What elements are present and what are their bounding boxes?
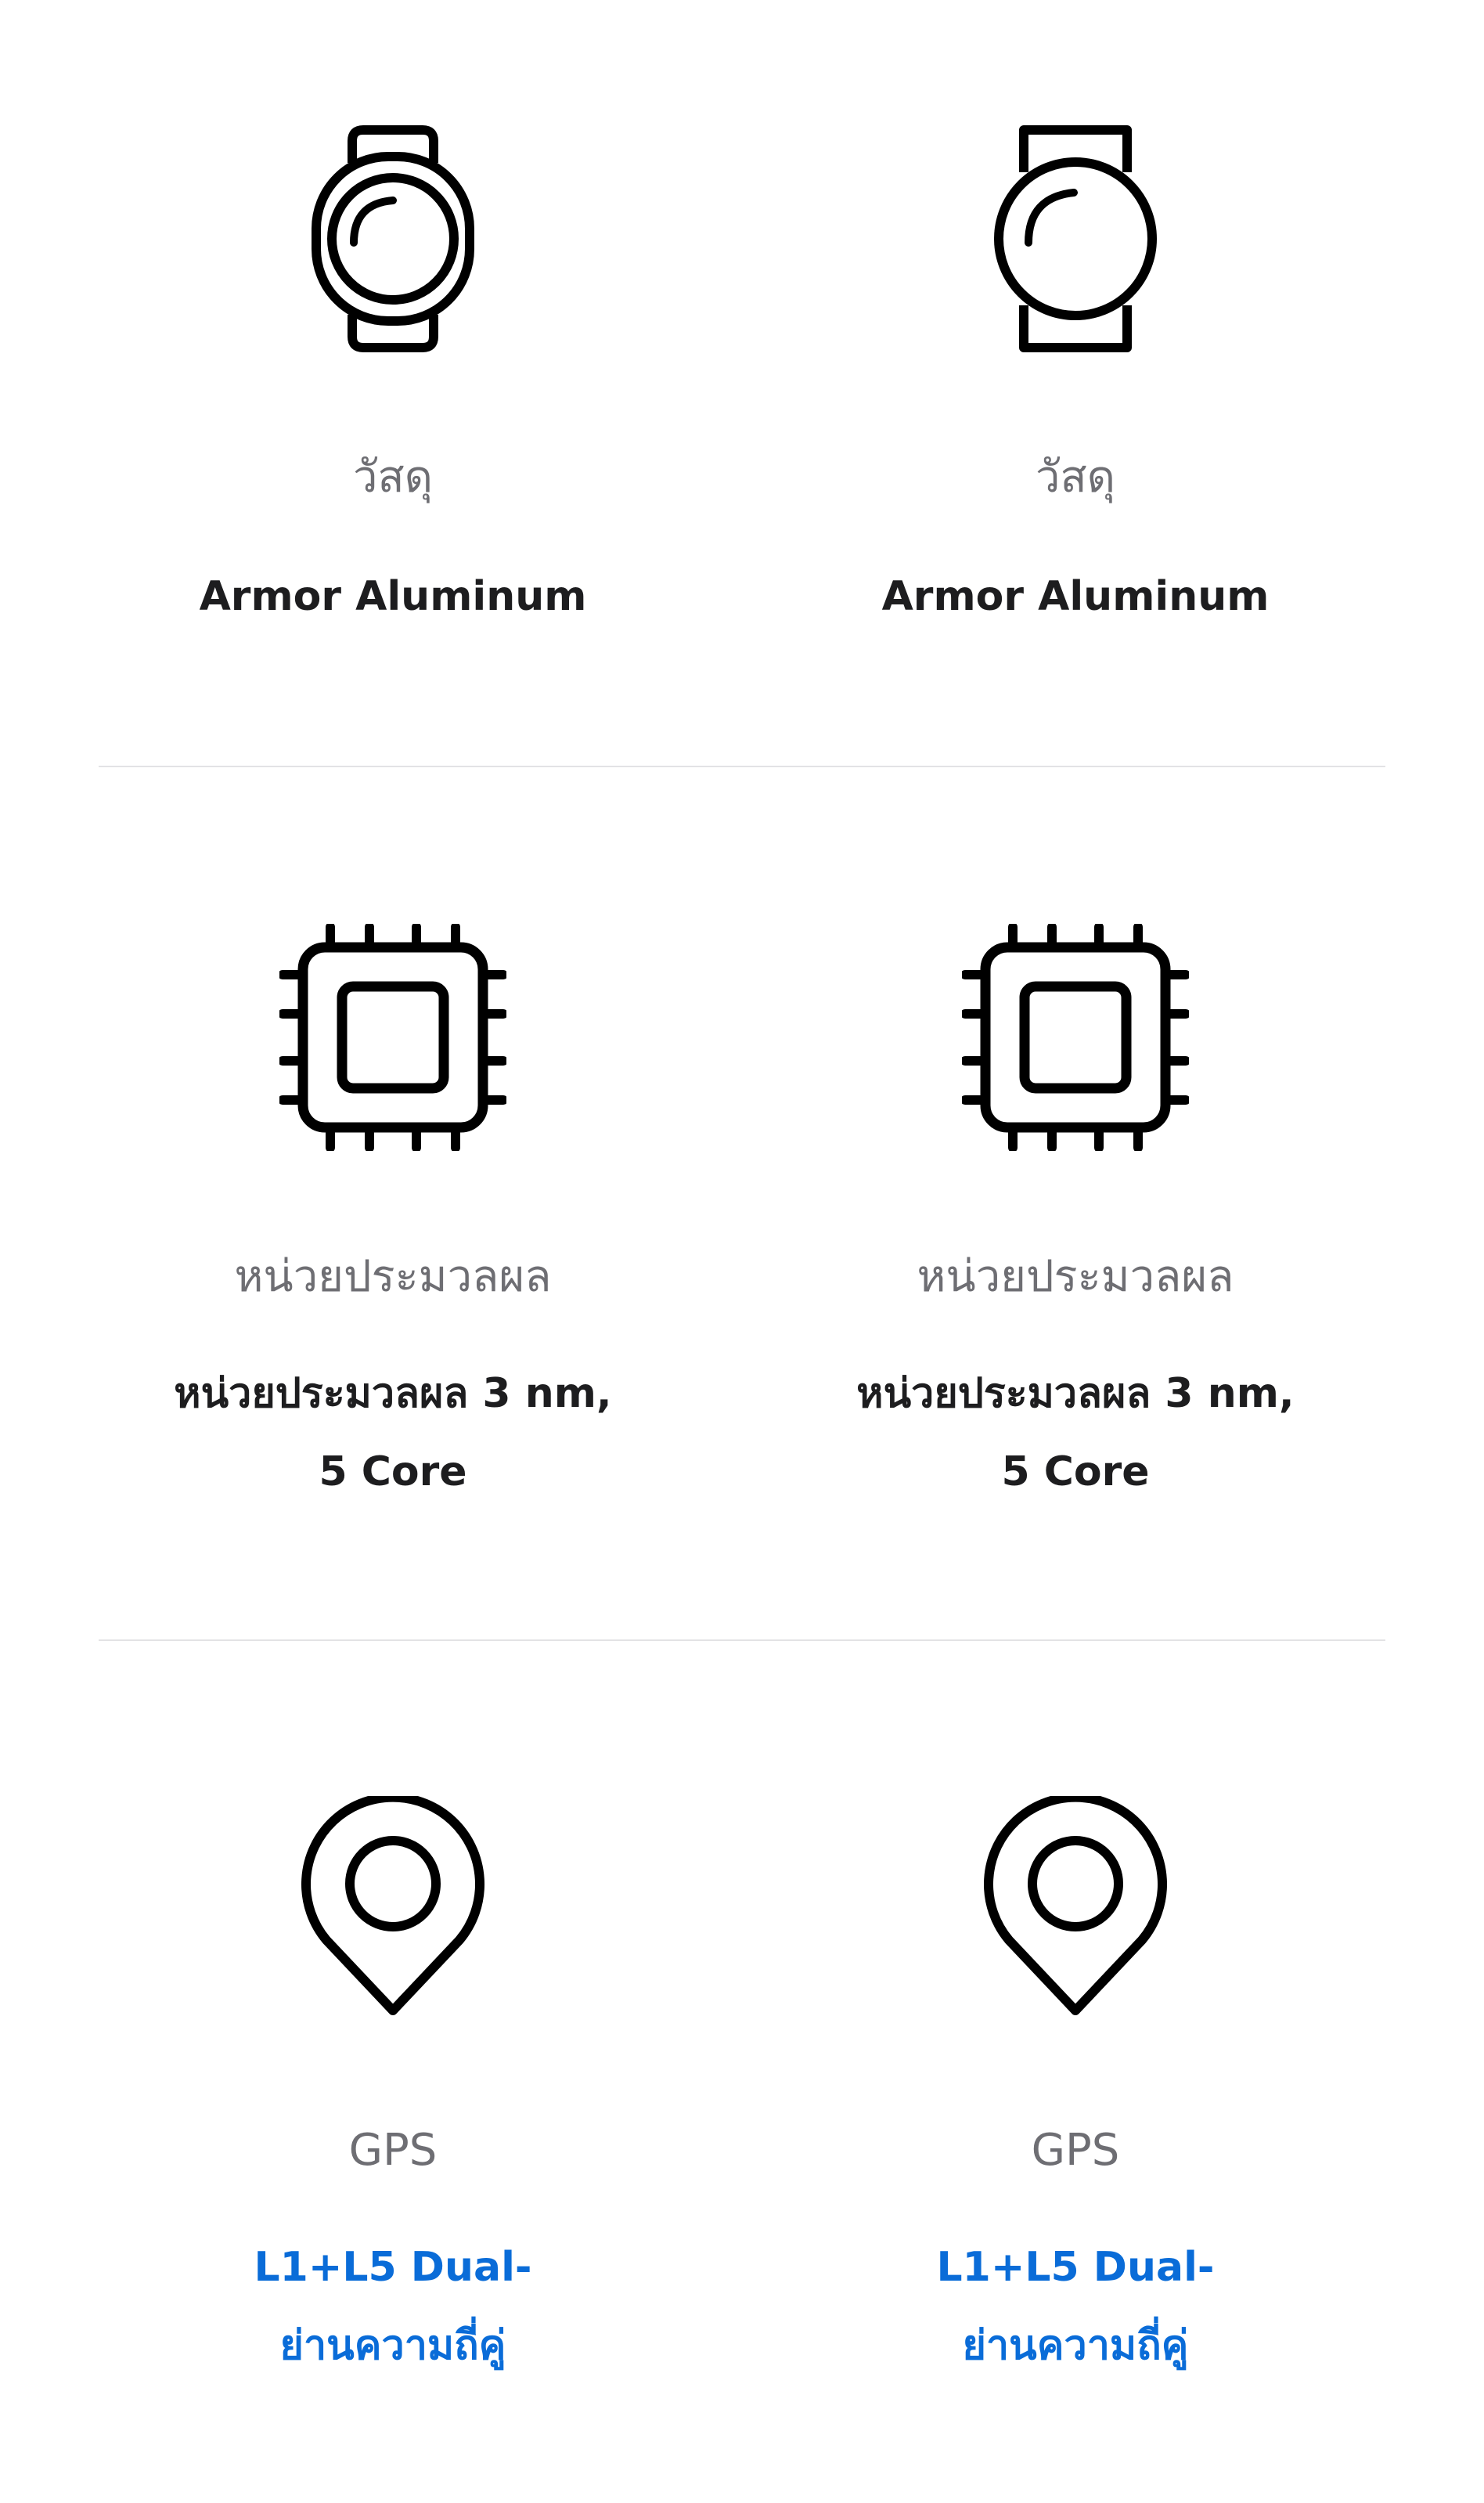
- spec-value-line[interactable]: L1+L5 Dual-: [936, 2244, 1215, 2291]
- spec-label: หน่วยประมวลผล: [917, 1251, 1234, 1302]
- spec-value-line: Armor Aluminum: [199, 573, 587, 620]
- spec-value-line: Armor Aluminum: [881, 573, 1270, 620]
- square-strap-watch-icon: [731, 125, 1420, 352]
- spec-value: [49, 557, 737, 636]
- spec-value-line: 5 Core: [1001, 1448, 1150, 1495]
- row-divider: [99, 1639, 1385, 1641]
- spec-value-line[interactable]: L1+L5 Dual-: [254, 2244, 532, 2291]
- row-divider: [99, 766, 1385, 767]
- spec-value: [731, 557, 1420, 636]
- chip-icon: [731, 924, 1420, 1151]
- spec-value: [731, 1354, 1420, 1511]
- chip-icon: [49, 924, 737, 1151]
- spec-value-link[interactable]: [731, 2228, 1420, 2385]
- spec-label: GPS: [1031, 2125, 1120, 2176]
- spec-value-line[interactable]: ย่านความถี่คู่: [279, 2322, 506, 2369]
- spec-value-line: 5 Core: [319, 1448, 467, 1495]
- spec-value-line: หน่วยประมวลผล 3 nm,: [856, 1370, 1295, 1417]
- round-watch-icon: [49, 125, 737, 352]
- spec-value: [49, 1354, 737, 1511]
- spec-label: วัสดุ: [1036, 452, 1115, 503]
- location-pin-icon: [731, 1796, 1420, 2017]
- spec-label: GPS: [348, 2125, 438, 2176]
- spec-value-line[interactable]: ย่านความถี่คู่: [962, 2322, 1189, 2369]
- spec-value-line: หน่วยประมวลผล 3 nm,: [174, 1370, 612, 1417]
- spec-label: วัสดุ: [353, 452, 433, 503]
- spec-value-link[interactable]: [49, 2228, 737, 2385]
- spec-label: หน่วยประมวลผล: [234, 1251, 552, 1302]
- location-pin-icon: [49, 1796, 737, 2017]
